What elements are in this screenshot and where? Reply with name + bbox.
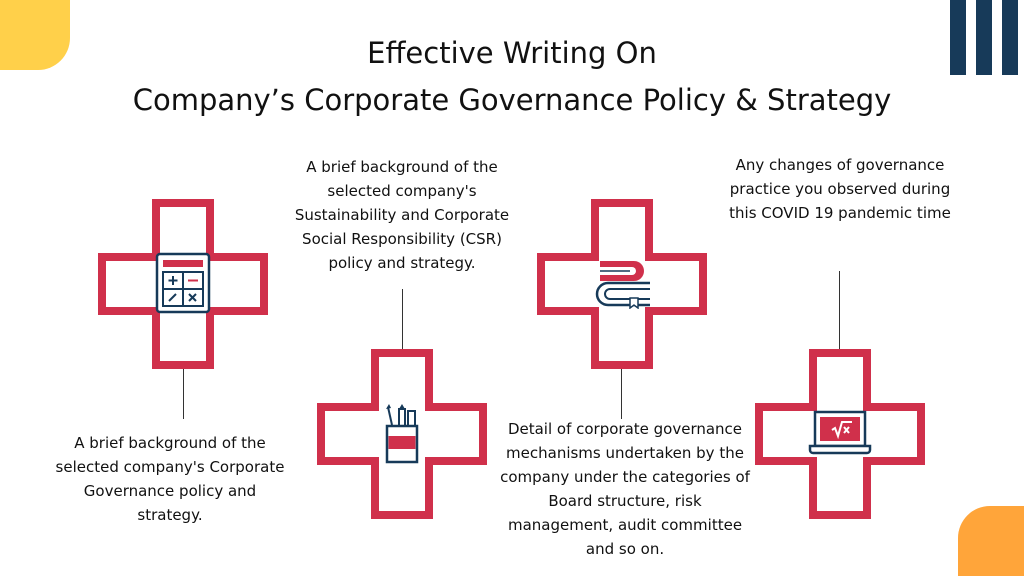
laptop-sqrt-icon <box>808 409 872 459</box>
calculator-icon <box>154 252 212 314</box>
item-4-description: Any changes of governance practice you observed during this COVID 19 pandemic time <box>729 156 951 222</box>
page-title <box>0 30 1024 124</box>
connector-line-3 <box>621 369 622 419</box>
connector-line-1 <box>183 369 184 419</box>
item-3-description: Detail of corporate governance mechanisms undertaken by the company under the categories of Board structure, risk management, audit committee and so on. <box>500 420 750 558</box>
connector-line-2 <box>402 289 403 351</box>
orange-corner-shape <box>958 506 1024 576</box>
item-2-description: A brief background of the selected company's Sustainability and Corporate Social Responsibility (CSR) policy and strategy. <box>294 158 510 272</box>
title-line-1: Effective Writing On <box>367 36 657 70</box>
title-line-2: Company’s Corporate Governance Policy & Strategy <box>132 83 892 117</box>
pencil-cup-icon <box>383 403 421 465</box>
books-icon <box>594 257 656 309</box>
connector-line-4 <box>839 271 840 351</box>
item-1-description: A brief background of the selected company's Corporate Governance policy and strategy. <box>55 434 285 524</box>
